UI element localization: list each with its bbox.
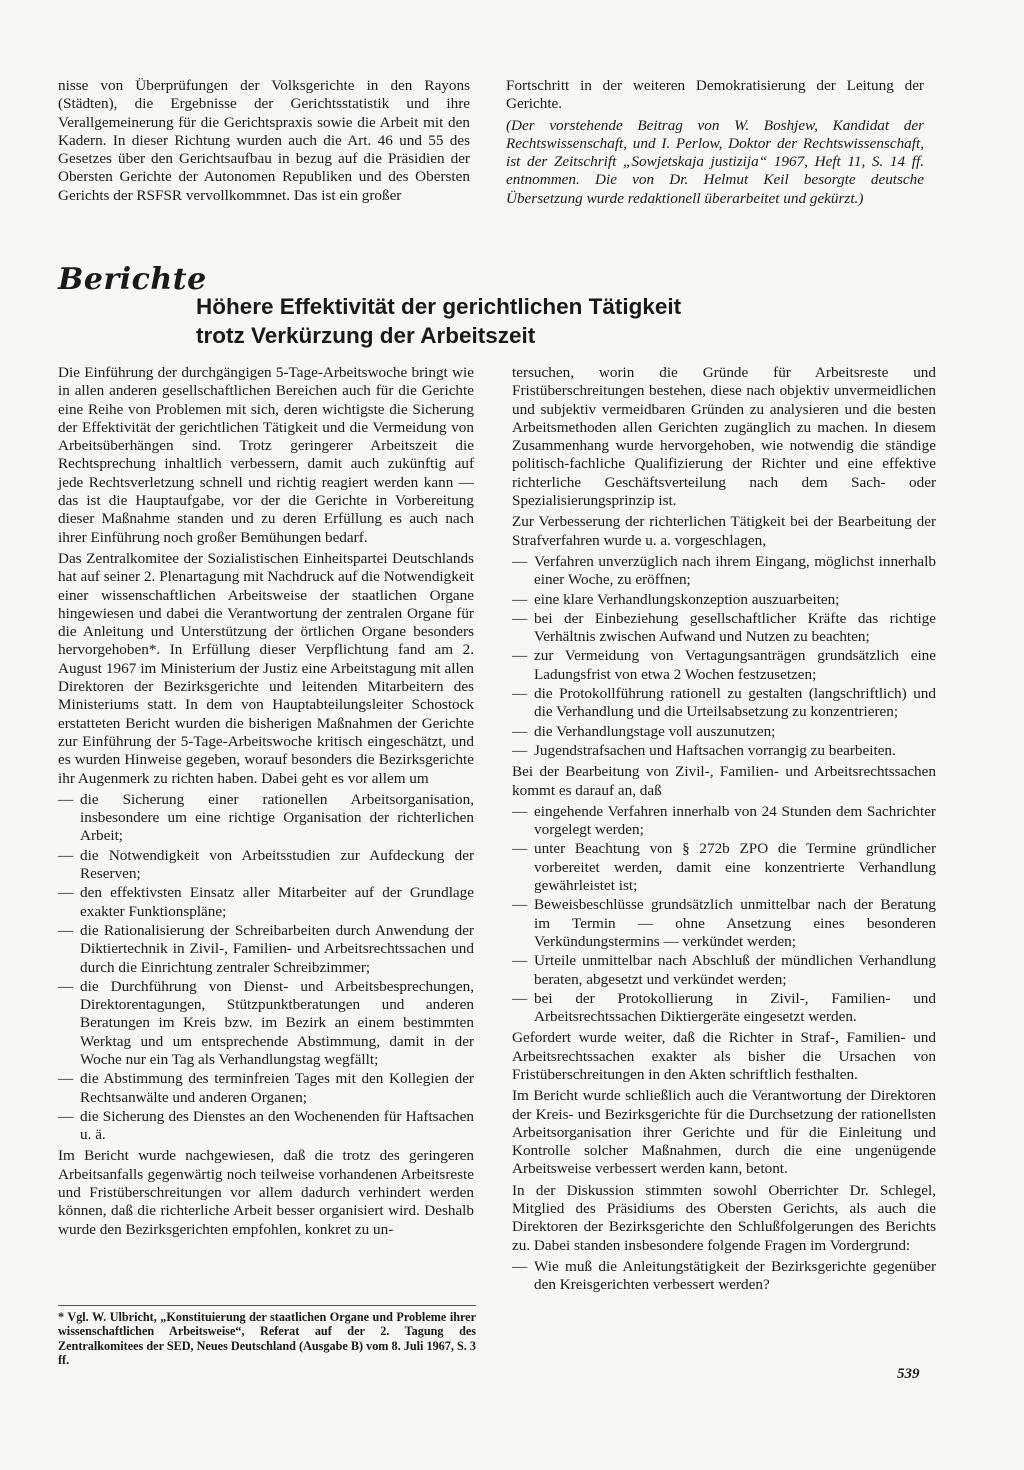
list-item: — bei der Protokollierung in Zivil-, Familien- und Arbeitsrechtssachen Diktiergeräte eingesetzt werden. [512, 990, 936, 1027]
list-item: — bei der Einbeziehung gesellschaftlicher Kräfte das richtige Verhältnis zwischen Aufwand und Nutzen zu beachten; [512, 610, 936, 647]
dash-list [58, 791, 474, 1145]
top-right-column [506, 77, 924, 211]
list-item: — die Sicherung des Dienstes an den Wochenenden für Haftsachen u. ä. [58, 1108, 474, 1145]
footnote: * Vgl. W. Ulbricht, „Konstituierung der staatlichen Organe und Probleme ihrer wissenschaftlichen Arbeitsweise“, Referat auf der 2. Tagung des Zentralkomitees der SED, Neues Deutschland (Ausgabe B) vom 8. Juli 1967, S. 3 ff. [58, 1305, 476, 1368]
paragraph: Im Bericht wurde schließlich auch die Verantwortung der Direktoren der Kreis- und Bezirksgerichte für die Durchsetzung der rationellsten Arbeitsorganisation ihrer Gerichte und für die Einleitung und Kontrolle solcher Maßnahmen, durch die eine ungenügende Arbeitsweise verbessert werden kann, betont. [512, 1087, 936, 1178]
paragraph: Bei der Bearbeitung von Zivil-, Familien- und Arbeitsrechtssachen kommt es darauf an, daß [512, 763, 936, 799]
list-item: — den effektivsten Einsatz aller Mitarbeiter auf der Grundlage exakter Funktionspläne; [58, 884, 474, 921]
article-left-column [58, 364, 474, 1242]
paragraph: nisse von Überprüfungen der Volksgerichte in den Rayons (Städten), die Ergebnisse der Gerichtsstatistik und ihre Verallgemeinerung für die Gerichtspraxis sowie die Arbeit mit den Kadern. In dieser Richtung wurden auch die Art. 46 und 55 des Gesetzes über den Gerichtsaufbau in bezug auf die Präsidien der Obersten Gerichte der Autonomen Republiken und des Obersten Gerichts der RSFSR vervollkommnet. Das ist ein großer [58, 77, 470, 204]
list-item: — die Protokollführung rationell zu gestalten (langschriftlich) und die Verhandlung und die Urteilsabsetzung zu konzentrieren; [512, 685, 936, 722]
paragraph: Fortschritt in der weiteren Demokratisierung der Leitung der Gerichte. [506, 77, 924, 113]
dash-list [512, 553, 936, 760]
headline-line-2: trotz Verkürzung der Arbeitszeit [196, 323, 536, 348]
dash-list [512, 1258, 936, 1295]
section-rubric: Berichte [58, 262, 207, 297]
list-item: — die Durchführung von Dienst- und Arbeitsbesprechungen, Direktorentagungen, Stützpunktberatungen und anderen Beratungen im Kreis bzw. im Bezirk an einem bestimmten Werktag und um entsprechende Abstimmung, damit in der Woche nur ein Tag als Verhandlungstag wegfällt; [58, 978, 474, 1069]
paragraph: Zur Verbesserung der richterlichen Tätigkeit bei der Bearbeitung der Strafverfahren wurde u. a. vorgeschlagen, [512, 513, 936, 549]
list-item: — Beweisbeschlüsse grundsätzlich unmittelbar nach der Beratung im Termin — ohne Ansetzung eines besonderen Verkündungstermins — verkündet werden; [512, 896, 936, 951]
list-item: — die Rationalisierung der Schreibarbeiten durch Anwendung der Diktiertechnik in Zivil-, Familien- und Arbeitsrechtssachen und durch die Einrichtung zentraler Schreibzimmer; [58, 922, 474, 977]
paragraph: tersuchen, worin die Gründe für Arbeitsreste und Fristüberschreitungen bestehen, diese nach objektiv unvermeidlichen und subjektiv vermeidbaren Gründen zu analysieren und die besten Arbeitsmethoden allen Gerichten zugänglich zu machen. In diesem Zusammenhang wurde hervorgehoben, wie notwendig die ständige politisch-fachliche Qualifizierung der Richter und eine effektive richterliche Geschäftsverteilung nach dem Sach- oder Spezialisierungsprinzip ist. [512, 364, 936, 510]
list-item: — die Abstimmung des terminfreien Tages mit den Kollegien der Rechtsanwälte und anderen Organen; [58, 1070, 474, 1107]
list-item: — zur Vermeidung von Vertagungsanträgen grundsätzlich eine Ladungsfrist von etwa 2 Wochen festzusetzen; [512, 647, 936, 684]
paragraph: Das Zentralkomitee der Sozialistischen Einheitspartei Deutschlands hat auf seiner 2. Plenartagung mit Nachdruck auf die Notwendigkeit einer wissenschaftlichen Arbeitsweise der staatlichen Organe hingewiesen und dabei die Verantwortung der zentralen Organe für die Anleitung und Unterstützung der örtlichen Organe besonders hervorgehoben*. In Erfüllung dieser Verpflichtung fand am 2. August 1967 im Ministerium der Justiz eine Arbeitstagung mit allen Direktoren der Bezirksgerichte und leitenden Mitarbeitern des Ministeriums statt. In dem von Hauptabteilungsleiter Schostock erstatteten Bericht wurden die bisherigen Maßnahmen der Gerichte zur Einführung der 5-Tage-Arbeitswoche kritisch eingeschätzt, und es wurden Hinweise gegeben, worauf besonders die Bezirksgerichte ihr Augenmerk zu richten haben. Dabei geht es vor allem um [58, 549, 474, 787]
paragraph: Im Bericht wurde nachgewiesen, daß die trotz des geringeren Arbeitsanfalls gegenwärtig noch teilweise vorhandenen Arbeitsreste und Fristüberschreitungen vor allem dadurch verhindert werden können, daß die richterliche Arbeit besser organisiert wird. Deshalb wurde den Bezirksgerichten empfohlen, konkret zu un- [58, 1147, 474, 1238]
top-left-column [58, 77, 470, 208]
list-item: — unter Beachtung von § 272b ZPO die Termine gründlicher vorbereitet werden, damit eine konzentrierte Verhandlung gewährleistet ist; [512, 840, 936, 895]
article-headline [196, 292, 896, 350]
list-item: — Verfahren unverzüglich nach ihrem Eingang, möglichst innerhalb einer Woche, zu eröffnen; [512, 553, 936, 590]
list-item: — die Verhandlungstage voll auszunutzen; [512, 723, 936, 741]
article-right-column [512, 364, 936, 1298]
list-item: — die Notwendigkeit von Arbeitsstudien zur Aufdeckung der Reserven; [58, 847, 474, 884]
list-item: — Jugendstrafsachen und Haftsachen vorrangig zu bearbeiten. [512, 742, 936, 760]
dash-list [512, 803, 936, 1027]
list-item: — eine klare Verhandlungskonzeption auszuarbeiten; [512, 591, 936, 609]
page-number: 539 [897, 1366, 920, 1382]
paragraph: Gefordert wurde weiter, daß die Richter in Straf-, Familien- und Arbeitsrechtssachen exakter als bisher die Ursachen von Fristüberschreitungen in den Akten schriftlich festhalten. [512, 1029, 936, 1083]
list-item: — Urteile unmittelbar nach Abschluß der mündlichen Verhandlung beraten, abgesetzt und verkündet werden; [512, 952, 936, 989]
list-item: — Wie muß die Anleitungstätigkeit der Bezirksgerichte gegenüber den Kreisgerichten verbessert werden? [512, 1258, 936, 1295]
paragraph: In der Diskussion stimmten sowohl Oberrichter Dr. Schlegel, Mitglied des Präsidiums des Obersten Gerichts, als auch die Direktoren der Bezirksgerichte den Schlußfolgerungen des Berichts zu. Dabei standen insbesondere folgende Fragen im Vordergrund: [512, 1181, 936, 1254]
headline-line-1: Höhere Effektivität der gerichtlichen Tätigkeit [196, 294, 682, 319]
paragraph: Die Einführung der durchgängigen 5-Tage-Arbeitswoche bringt wie in allen anderen gesellschaftlichen Bereichen auch für die Gerichte eine Reihe von Problemen mit sich, deren wichtigste die Sicherung der Effektivität der gerichtlichen Tätigkeit und die Vermeidung von Arbeitsüberhängen sind. Trotz geringerer Arbeitszeit die Rechtsprechung inhaltlich verbessern, damit auch zukünftig auf jede Rechtsverletzung schnell und richtig reagiert werden kann — das ist die Hauptaufgabe, vor der die Gerichte in Vorbereitung dieser Maßnahme standen und zu deren Erfüllung es auch nach ihrer Einführung noch großer Bemühungen bedarf. [58, 364, 474, 546]
list-item: — die Sicherung einer rationellen Arbeitsorganisation, insbesondere um eine richtige Organisation der richterlichen Arbeit; [58, 791, 474, 846]
translation-note: (Der vorstehende Beitrag von W. Boshjew, Kandidat der Rechtswissenschaft, und I. Perlow, Doktor der Rechtswissenschaft, ist der Zeitschrift „Sowjetskaja justizija“ 1967, Heft 11, S. 14 ff. entnommen. Die von Dr. Helmut Keil besorgte deutsche Übersetzung wurde redaktionell überarbeitet und gekürzt.) [506, 116, 924, 207]
list-item: — eingehende Verfahren innerhalb von 24 Stunden dem Sachrichter vorgelegt werden; [512, 803, 936, 840]
